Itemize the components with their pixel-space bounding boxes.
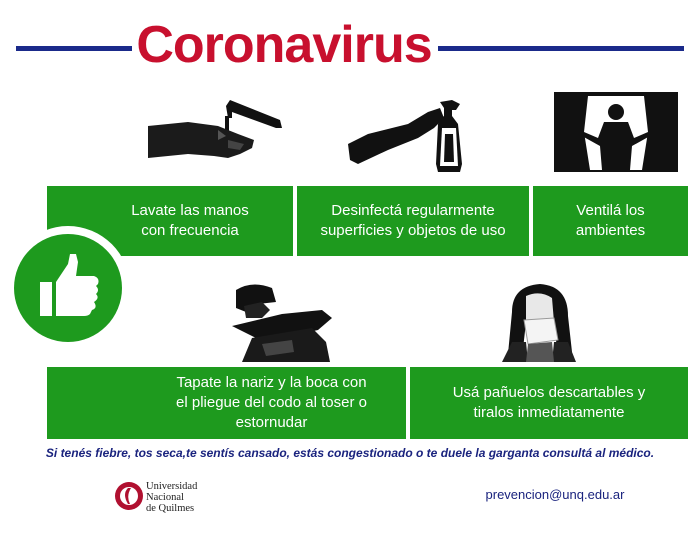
thumbs-up-icon xyxy=(36,250,102,322)
university-name-line: de Quilmes xyxy=(146,503,195,514)
footer-note: Si tenés fiebre, tos seca,te sentís cansado, estás congestionado o te duele la garganta consultá al médico. xyxy=(45,446,655,460)
tissue-sneeze-icon xyxy=(498,282,580,362)
page-title: Coronavirus xyxy=(136,16,432,74)
tip-ventilate xyxy=(533,186,688,256)
tip-text-line: el pliegue del codo al toser o xyxy=(176,394,367,411)
tip-text-line: Usá pañuelos descartables y xyxy=(452,384,646,401)
handwashing-icon xyxy=(148,96,288,176)
contact-email-link[interactable]: prevencion@unq.edu.ar xyxy=(485,487,625,502)
spray-bottle-icon xyxy=(348,94,468,176)
tip-cover-cough xyxy=(47,367,406,439)
header-rule-left xyxy=(16,46,132,51)
cough-elbow-icon xyxy=(222,282,334,362)
tip-disinfect xyxy=(297,186,529,256)
tip-text-line: Desinfectá regularmente xyxy=(331,202,495,219)
open-window-icon xyxy=(554,92,678,172)
tip-tissues xyxy=(410,367,688,439)
tip-text-line: Ventilá los xyxy=(576,202,645,219)
university-name-line: Universidad xyxy=(146,481,198,492)
university-name xyxy=(146,481,226,514)
header-rule-right xyxy=(438,46,684,51)
university-name-line: Nacional xyxy=(146,492,184,503)
tip-text-line: ambientes xyxy=(575,222,646,239)
tip-text-line: Tapate la nariz y la boca con xyxy=(176,374,367,391)
tip-text-line: con frecuencia xyxy=(141,222,239,239)
tip-text-line: superficies y objetos de uso xyxy=(320,222,506,239)
tip-text-line: estornudar xyxy=(235,414,308,431)
tip-text-line: tiralos inmediatamente xyxy=(473,404,625,421)
tip-text-line: Lavate las manos xyxy=(131,202,249,219)
university-logo-icon xyxy=(114,480,144,512)
